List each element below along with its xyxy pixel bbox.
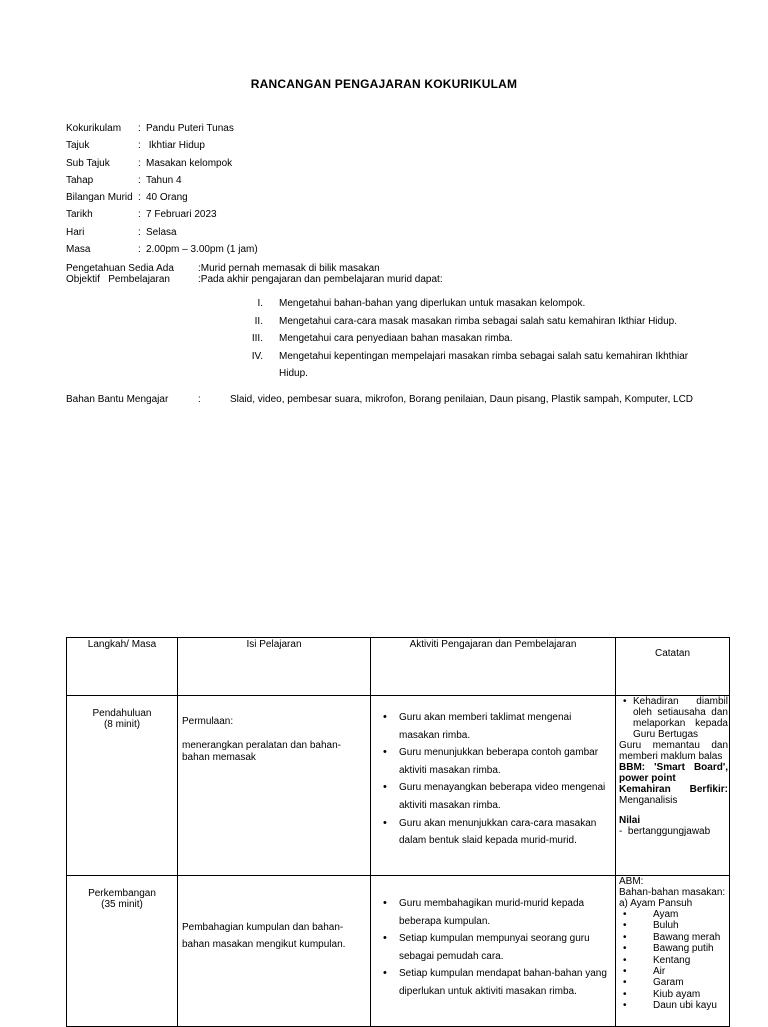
activity-item: • Setiap kumpulan mempunyai seorang guru sebagai pemudah cara. [399,930,608,965]
notes-abm-label: ABM: [619,876,644,887]
activity-item: • Setiap kumpulan mendapat bahan-bahan yang diperlukan untuk aktiviti masakan rimba. [399,965,608,1000]
notes-skill-label-1: Kemahiran [619,784,671,795]
objective-number: II. [254,315,263,327]
teaching-aids-row [66,394,693,405]
ingredient-item: • Daun ubi kayu [633,1000,728,1011]
prior-knowledge-label: Pengetahuan Sedia Ada [66,263,174,274]
info-colon: : [138,157,141,169]
lesson-info [66,123,258,261]
info-label: Sub Tajuk [66,157,110,169]
info-colon: : [138,244,141,256]
info-value: 40 Orang [146,192,188,204]
objective-number: I. [257,298,263,309]
info-row-tajuk [66,140,258,157]
ingredient-item: • Kentang [633,955,728,966]
objective-item [226,295,696,313]
info-colon: : [138,123,141,134]
notes-text: Guru memantau dan memberi maklum balas [619,740,728,762]
teaching-aids-value: Slaid, video, pembesar suara, mikrofon, Borang penilaian, Daun pisang, Plastik sampah, Komputer, LCD [230,394,694,405]
info-label: Hari [66,226,85,238]
info-row-tahap [66,175,258,192]
activity-list [372,877,614,1001]
info-label: Tarikh [66,209,93,221]
notes-skill-label-2: Berfikir: [689,784,728,795]
activity-item: • Guru membahagikan murid-murid kepada beberapa kumpulan. [399,895,608,930]
info-value: Masakan kelompok [146,157,233,169]
notes-recipe-title: a) Ayam Pansuh [619,898,693,909]
info-value: 7 Februari 2023 [146,209,217,221]
objective-item [226,313,696,331]
header-catatan: Catatan [616,638,730,696]
activity-item: • Guru menunjukkan beberapa contoh gambar aktiviti masakan rimba. [399,744,608,779]
activity-item: • Guru akan menunjukkan cara-cara masakan dalam bentuk slaid kepada murid-murid. [399,815,608,850]
step-name: Pendahuluan [92,708,152,719]
ingredient-item: • Garam [633,977,728,988]
page-title: RANCANGAN PENGAJARAN KOKURIKULAM [250,77,518,91]
info-colon: : [138,174,141,186]
info-label: Tajuk [66,140,90,152]
objective-text: Mengetahui kepentingan mempelajari masakan rimba sebagai salah satu kemahiran Ikhthiar Hidup. [279,350,689,379]
info-value: Selasa [146,226,177,238]
content-cell [178,696,371,876]
notes-value-text: - bertanggungjawab [619,826,711,837]
notes-bbm-value: 'Smart Board', power point [619,762,728,784]
activity-item: • Guru akan memberi taklimat mengenai masakan rimba. [399,709,608,744]
info-colon: : [138,140,141,152]
notes-bbm-label: BBM: [619,762,646,773]
info-label: Masa [66,244,91,256]
objective-number: III. [251,333,263,344]
header-aktiviti: Aktiviti Pengajaran dan Pembelajaran [371,638,616,696]
prior-knowledge-row [66,263,443,274]
content-text: Pembahagian kumpulan dan bahan-bahan masakan mengikut kumpulan. [182,922,346,950]
lesson-table [66,637,730,1027]
prior-knowledge-value: :Murid pernah memasak di bilik masakan [198,263,380,274]
activity-list [372,697,614,850]
info-row-masa [66,244,258,261]
notes-value-label: Nilai [619,815,641,826]
step-cell [67,876,178,1027]
notes-item: • Kehadiran diambil oleh setiausaha dan melaporkan kepada Guru Bertugas [633,696,728,740]
info-row-sub-tajuk [66,158,258,175]
ingredient-item: • Buluh [633,920,728,931]
objective-text: Mengetahui bahan-bahan yang diperlukan untuk masakan kelompok. [279,298,586,309]
ingredient-item: • Bawang merah [633,932,728,943]
info-row-kokurikulam [66,123,258,140]
table-row-pendahuluan [67,696,730,876]
info-label: Bilangan Murid [66,192,133,204]
teaching-aids-colon: : [198,394,201,405]
info-label: Tahap [66,174,94,186]
info-value: Ikhtiar Hidup [146,140,205,152]
content-cell [178,876,371,1027]
step-name: Perkembangan [88,888,156,899]
objective-label: Objektif Pembelajaran [66,274,170,285]
objective-text: Mengetahui cara-cara masak masakan rimba sebagai salah satu kemahiran Ikthiar Hidup. [279,315,677,327]
content-heading: Permulaan: [182,716,234,727]
info-value: 2.00pm – 3.00pm (1 jam) [146,244,258,256]
objective-row [66,274,443,285]
table-header-row [67,638,730,696]
info-row-tarikh [66,209,258,226]
info-colon: : [138,226,141,238]
info-value: Tahun 4 [146,174,182,186]
info-colon: : [138,192,141,204]
ingredient-item: • Ayam [633,909,728,920]
ingredient-item: • Bawang putih [633,943,728,954]
objective-item [226,348,696,383]
table-row-perkembangan [67,876,730,1027]
objective-item [226,330,696,348]
step-duration: (8 minit) [103,719,141,730]
info-label: Kokurikulam [66,123,122,134]
prior-knowledge-section [66,263,443,285]
objective-value: :Pada akhir pengajaran dan pembelajaran murid dapat: [198,274,443,285]
notes-cell [616,876,730,1027]
info-colon: : [138,209,141,221]
ingredient-list [619,909,728,1012]
content-text: menerangkan peralatan dan bahan-bahan memasak [182,740,342,763]
notes-skill-heading [619,784,728,795]
header-isi: Isi Pelajaran [178,638,371,696]
objective-text: Mengetahui cara penyediaan bahan masakan rimba. [279,333,513,344]
notes-cell [616,696,730,876]
header-langkah: Langkah/ Masa [67,638,178,696]
info-value: Pandu Puteri Tunas [146,123,234,134]
info-row-hari [66,227,258,244]
notes-list [619,696,728,740]
step-duration: (35 minit) [101,899,143,910]
objective-number: IV. [251,350,263,362]
activity-item: • Guru menayangkan beberapa video mengenai aktiviti masakan rimba. [399,779,608,814]
objectives-list [226,295,696,383]
ingredient-item: • Air [633,966,728,977]
notes-skill-value: Menganalisis [619,795,678,806]
teaching-aids-label: Bahan Bantu Mengajar [66,394,169,405]
notes-ingredients-label: Bahan-bahan masakan: [619,887,726,898]
activity-cell [371,876,616,1027]
ingredient-item: • Kiub ayam [633,989,728,1000]
info-row-bilangan-murid [66,192,258,209]
notes-bbm [619,762,728,784]
step-cell [67,696,178,876]
activity-cell [371,696,616,876]
